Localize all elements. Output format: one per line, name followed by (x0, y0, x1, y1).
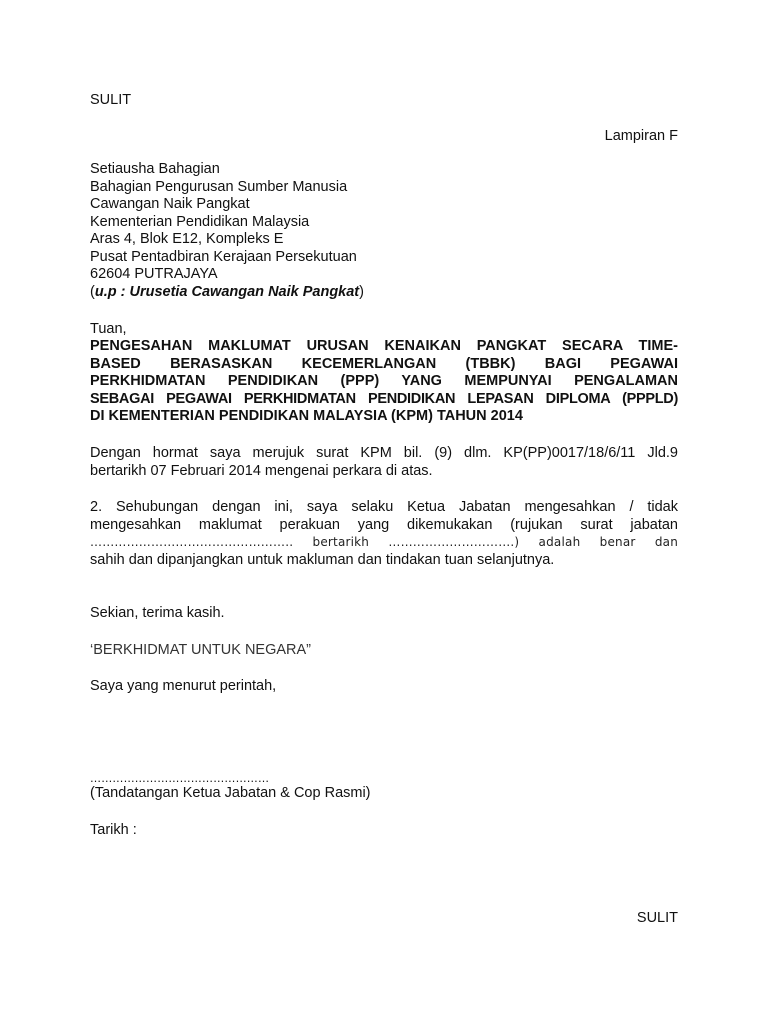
subject-line: SEBAGAI PEGAWAI PERKHIDMATAN PENDIDIKAN LEPASAN DIPLOMA (PPPLD) (90, 390, 678, 407)
classification-header: SULIT (90, 92, 132, 108)
motto: ‘BERKHIDMAT UNTUK NEGARA” (90, 642, 312, 658)
attention-close: ) (359, 283, 364, 300)
subject-line: PERKHIDMATAN PENDIDIKAN (PPP) YANG MEMPUNYAI PENGALAMAN (90, 373, 678, 389)
paragraph-line: sahih dan dipanjangkan untuk makluman dan tindakan tuan selanjutnya. (90, 551, 555, 568)
address-line: Kementerian Pendidikan Malaysia (90, 213, 310, 230)
date-label: Tarikh : (90, 822, 137, 838)
attachment-label: Lampiran F (604, 128, 678, 144)
attention-line (90, 284, 364, 302)
subject-line: DI KEMENTERIAN PENDIDIKAN MALAYSIA (KPM) TAHUN 2014 (90, 408, 523, 424)
obedient-line: Saya yang menurut perintah, (90, 678, 277, 694)
address-line: Aras 4, Blok E12, Kompleks E (90, 231, 284, 247)
recipient-address (90, 161, 364, 301)
paragraph-line: bertarikh 07 Februari 2014 mengenai perkara di atas. (90, 462, 433, 479)
address-line: Setiausha Bahagian (90, 161, 220, 177)
signature-dotted-line: ………………………………………… (90, 772, 270, 785)
signature-label: (Tandatangan Ketua Jabatan & Cop Rasmi) (90, 785, 371, 801)
salutation: Tuan, (90, 321, 127, 337)
address-line: 62604 PUTRAJAYA (90, 266, 218, 282)
classification-footer: SULIT (636, 910, 678, 926)
subject-line: PENGESAHAN MAKLUMAT URUSAN KENAIKAN PANGKAT SECARA TIME- (90, 338, 678, 354)
address-line: Bahagian Pengurusan Sumber Manusia (90, 178, 348, 195)
address-line: Pusat Pentadbiran Kerajaan Persekutuan (90, 248, 357, 265)
closing-thanks: Sekian, terima kasih. (90, 605, 225, 621)
paragraph-1 (90, 445, 678, 480)
attention-text: u.p : Urusetia Cawangan Naik Pangkat (94, 283, 360, 300)
paragraph-2 (90, 499, 678, 569)
subject-line: BASED BERASASKAN KECEMERLANGAN (TBBK) BAGI PEGAWAI (90, 355, 678, 372)
reference-dotted-line: ………………………………………….. bertarikh ………………………….) adalah benar dan (90, 535, 678, 549)
paragraph-line: 2. Sehubungan dengan ini, saya selaku Ketua Jabatan mengesahkan / tidak (90, 499, 678, 515)
subject-heading (90, 338, 678, 426)
paragraph-line: Dengan hormat saya merujuk surat KPM bil. (9) dlm. KP(PP)0017/18/6/11 Jld.9 (90, 445, 678, 461)
address-line: Cawangan Naik Pangkat (90, 196, 250, 212)
attention-open: ( (90, 283, 95, 300)
paragraph-line: mengesahkan maklumat perakuan yang dikemukakan (rujukan surat jabatan (90, 516, 678, 533)
